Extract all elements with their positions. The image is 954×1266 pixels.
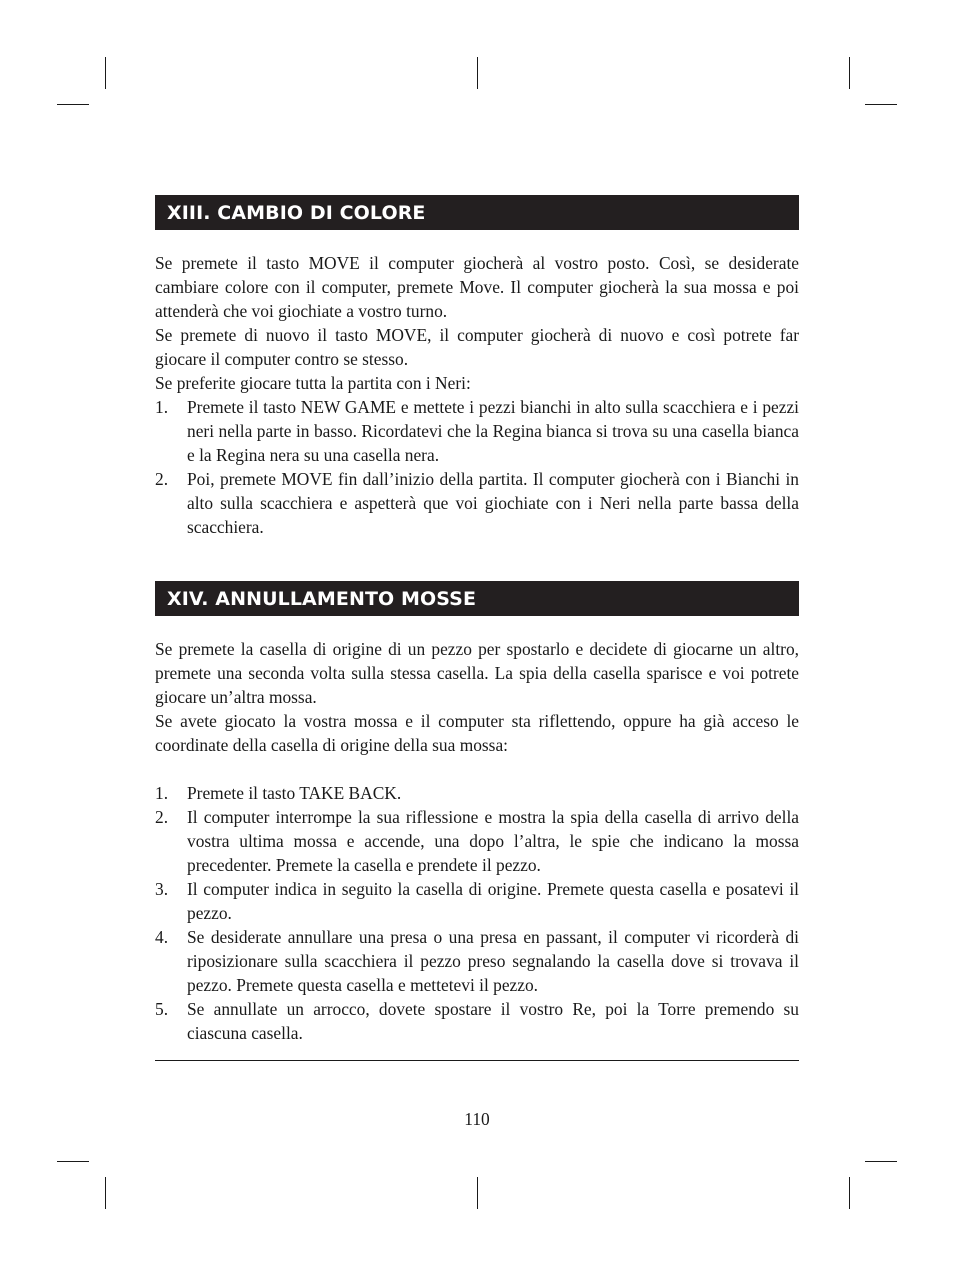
crop-mark [865,104,897,105]
list-text: Il computer indica in seguito la casella di origine. Premete questa casella e posatevi il pezzo. [187,879,799,923]
page-number: 110 [464,1109,490,1129]
list-item [155,467,799,539]
crop-mark [105,57,106,89]
list-number: 1. [155,397,169,417]
list-item [155,877,799,925]
numbered-list [155,781,799,1045]
list-item [155,925,799,997]
crop-mark [477,1177,478,1209]
crop-mark [849,57,850,89]
footer-rule [155,1060,799,1061]
list-number: 1. [155,783,169,803]
crop-mark [477,57,478,89]
numbered-list [155,395,799,539]
crop-mark [105,1177,106,1209]
paragraph: Se premete il tasto MOVE il computer giocherà al vostro posto. Così, se desiderate cambiare colore con il computer, premete Move. Il computer giocherà la sua mossa e poi attenderà che voi giochiate a vostro turno. [155,253,799,321]
list-item [155,805,799,877]
section-body [155,251,799,539]
list-text: Il computer interrompe la sua riflessione e mostra la spia della casella di arrivo della vostra ultima mossa e accende, una dopo l’altra, le spie che indicano la mossa precedenter. Premete la casella e prendete il pezzo. [187,807,799,875]
list-number: 3. [155,879,169,899]
section-title: XIV. ANNULLAMENTO MOSSE [155,581,799,616]
list-text: Poi, premete MOVE fin dall’inizio della partita. Il computer giocherà con i Bianchi in alto sulla scacchiera e aspetterà que voi giochiate con i Neri nella parte bassa della scacchiera. [187,469,799,537]
list-item [155,997,799,1045]
paragraph: Se preferite giocare tutta la partita con i Neri: [155,373,471,393]
crop-mark [849,1177,850,1209]
list-number: 2. [155,807,169,827]
crop-mark [57,1161,89,1162]
section-cambio-di-colore [155,195,799,539]
section-title: XIII. CAMBIO DI COLORE [155,195,799,230]
paragraph: Se premete la casella di origine di un pezzo per spostarlo e decidete di giocarne un altro, premete una seconda volta sulla stessa casella. La spia della casella sparisce e voi potrete giocare un’altra mossa. [155,639,799,707]
section-annullamento-mosse [155,581,799,1045]
list-text: Premete il tasto NEW GAME e mettete i pezzi bianchi in alto sulla scacchiera e i pezzi neri nella parte in basso. Ricordatevi che la Regina bianca si trova su una casella bianca e la Regina nera su una casella nera. [187,397,799,465]
list-number: 4. [155,927,169,947]
page-content [155,195,799,1045]
list-text: Se desiderate annullare una presa o una presa en passant, il computer vi ricorderà di riposizionare sulla scacchiera il pezzo preso segnalando la casella dove si trovava il pezzo. Premete questa casella e mettetevi il pezzo. [187,927,799,995]
crop-mark [57,104,89,105]
list-text: Premete il tasto TAKE BACK. [187,783,402,803]
list-item [155,781,799,805]
section-body [155,637,799,1045]
list-item [155,395,799,467]
list-number: 5. [155,999,169,1019]
list-text: Se annullate un arrocco, dovete spostare il vostro Re, poi la Torre premendo su ciascuna casella. [187,999,799,1043]
paragraph: Se premete di nuovo il tasto MOVE, il computer giocherà di nuovo e così potrete far giocare il computer contro se stesso. [155,325,799,369]
paragraph: Se avete giocato la vostra mossa e il computer sta riflettendo, oppure ha già acceso le coordinate della casella di origine della sua mossa: [155,711,799,755]
crop-mark [865,1161,897,1162]
list-number: 2. [155,469,169,489]
